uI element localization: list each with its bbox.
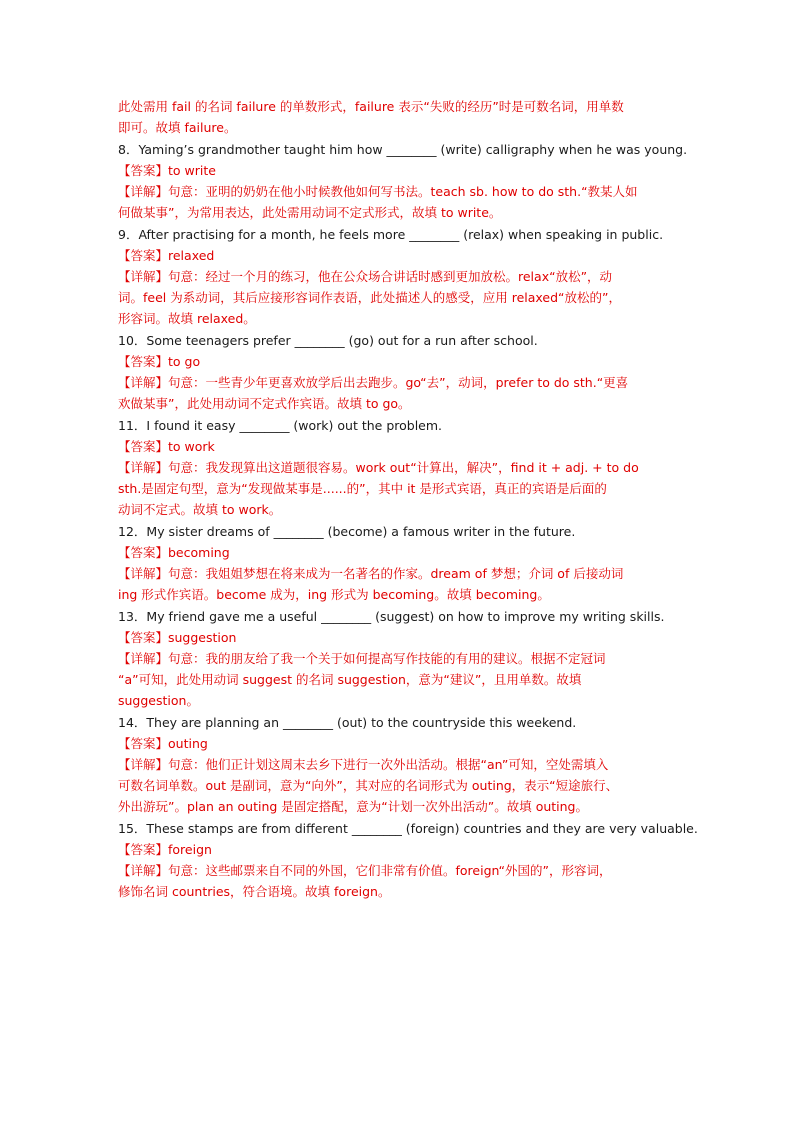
explain-9-line-3: 形容词。故填 relaxed。 [118, 311, 256, 326]
question-9: 9．After practising for a month, he feels more ________ (relax) when speaking in public. [118, 227, 664, 242]
explain-12-line-2: ing 形式作宾语。become 成为，ing 形式为 becoming。故填 becoming。 [118, 587, 550, 602]
question-15: 15．These stamps are from different ________ (foreign) countries and they are very valuable. [118, 821, 698, 836]
answer-15: 【答案】foreign [118, 842, 212, 857]
answer-10: 【答案】to go [118, 354, 201, 369]
explain-11-line-3: 动词不定式。故填 to work。 [118, 502, 282, 517]
explain-11-line-1: 【详解】句意：我发现算出这道题很容易。work out“计算出，解决”，find it + adj. + to do [118, 460, 639, 475]
question-13: 13．My friend gave me a useful ________ (suggest) on how to improve my writing skills. [118, 609, 665, 624]
document-body [118, 96, 698, 902]
explain-12-line-1: 【详解】句意：我姐姐梦想在将来成为一名著名的作家。dream of 梦想；介词 of 后接动词 [118, 566, 624, 581]
answer-14: 【答案】outing [118, 736, 208, 751]
question-11: 11．I found it easy ________ (work) out the problem. [118, 418, 443, 433]
explain-15-line-2: 修饰名词 countries，符合语境。故填 foreign。 [118, 884, 391, 899]
explain-11-line-2: sth.是固定句型，意为“发现做某事是......的”，其中 it 是形式宾语，真正的宾语是后面的 [118, 481, 607, 496]
answer-13: 【答案】suggestion [118, 630, 237, 645]
intro-line-2: 即可。故填 failure。 [118, 120, 237, 135]
answer-12: 【答案】becoming [118, 545, 230, 560]
question-12: 12．My sister dreams of ________ (become) a famous writer in the future. [118, 524, 576, 539]
explain-14-line-2: 可数名词单数。out 是副词，意为“向外”，其对应的名词形式为 outing，表示“短途旅行、 [118, 778, 619, 793]
explain-9-line-2: 词。feel 为系动词，其后应接形容词作表语，此处描述人的感受，应用 relaxed“放松的”， [118, 290, 621, 305]
question-14: 14．They are planning an ________ (out) to the countryside this weekend. [118, 715, 577, 730]
answer-9: 【答案】relaxed [118, 248, 215, 263]
explain-13-line-1: 【详解】句意：我的朋友给了我一个关于如何提高写作技能的有用的建议。根据不定冠词 [118, 651, 606, 666]
explain-10-line-2: 欢做某事”，此处用动词不定式作宾语。故填 to go。 [118, 396, 411, 411]
explain-8-line-1: 【详解】句意：亚明的奶奶在他小时候教他如何写书法。teach sb. how to do sth.“教某人如 [118, 184, 638, 199]
answer-8: 【答案】to write [118, 163, 216, 178]
explain-9-line-1: 【详解】句意：经过一个月的练习，他在公众场合讲话时感到更加放松。relax“放松”，动 [118, 269, 613, 284]
explain-13-line-2: “a”可知，此处用动词 suggest 的名词 suggestion，意为“建议”，且用单数。故填 [118, 672, 582, 687]
answer-11: 【答案】to work [118, 439, 215, 454]
explain-8-line-2: 何做某事”，为常用表达，此处需用动词不定式形式，故填 to write。 [118, 205, 502, 220]
explain-14-line-3: 外出游玩”。plan an outing 是固定搭配，意为“计划一次外出活动”。故填 outing。 [118, 799, 588, 814]
explain-10-line-1: 【详解】句意：一些青少年更喜欢放学后出去跑步。go“去”，动词，prefer to do sth.“更喜 [118, 375, 629, 390]
explain-15-line-1: 【详解】句意：这些邮票来自不同的外国，它们非常有价值。foreign“外国的”，形容词， [118, 863, 612, 878]
explain-13-line-3: suggestion。 [118, 693, 199, 708]
explain-14-line-1: 【详解】句意：他们正计划这周末去乡下进行一次外出活动。根据“an”可知，空处需填入 [118, 757, 609, 772]
question-8: 8．Yaming’s grandmother taught him how ________ (write) calligraphy when he was young. [118, 142, 688, 157]
question-10: 10．Some teenagers prefer ________ (go) out for a run after school. [118, 333, 538, 348]
intro-line-1: 此处需用 fail 的名词 failure 的单数形式，failure 表示“失败的经历”时是可数名词，用单数 [118, 99, 624, 114]
